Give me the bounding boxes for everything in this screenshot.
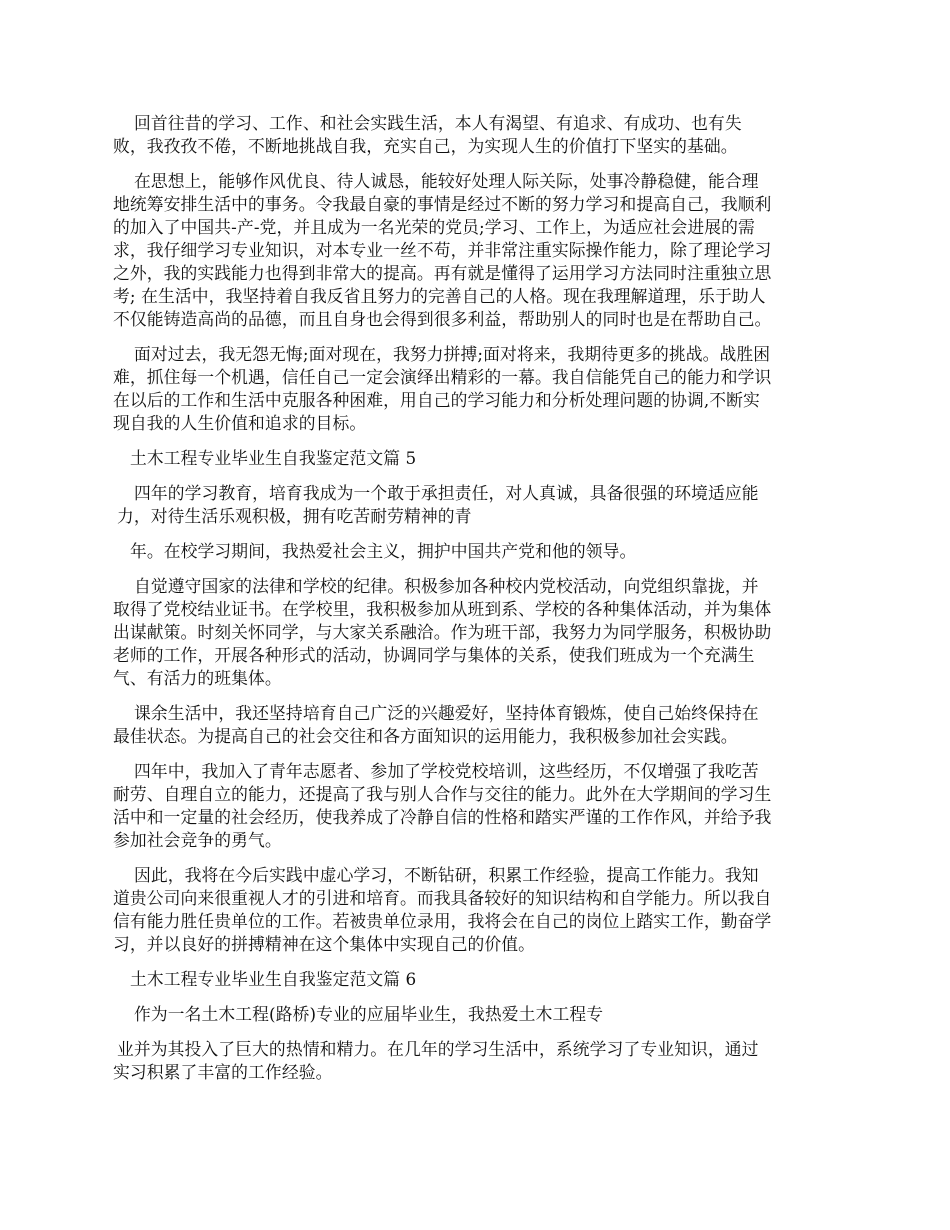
paragraph-2-line-6: 考; 在生活中，我坚持着自我反省且努力的完善自己的人格。现在我理解道理，乐于助人 — [113, 286, 766, 306]
paragraph-11-line-1: 业并为其投入了巨大的热情和精力。在几年的学习生活中，系统学习了专业知识，通过 — [117, 1039, 759, 1059]
paragraph-8-line-2: 耐劳、自理自立的能力，还提高了我与别人合作与交往的能力。此外在大学期间的学习生 — [113, 784, 772, 804]
paragraph-8-line-4: 参加社会竞争的勇气。 — [113, 830, 282, 850]
paragraph-2-line-1: 在思想上，能够作风优良、待人诚恳，能较好处理人际关际，处事冷静稳健，能合理 — [134, 171, 759, 191]
paragraph-4-line-1: 四年的学习教育，培育我成为一个敢于承担责任，对人真诚，具备很强的环境适应能 — [134, 483, 759, 503]
paragraph-9-line-2: 道贵公司向来很重视人才的引进和培育。而我具备较好的知识结构和自学能力。所以我自 — [113, 888, 772, 908]
paragraph-6-line-2: 取得了党校结业证书。在学校里，我积极参加从班到系、学校的各种集体活动，并为集体 — [113, 599, 772, 619]
paragraph-2-line-2: 地统筹安排生活中的事务。令我最自豪的事情是经过不断的努力学习和提高自己，我顺利 — [113, 194, 772, 214]
paragraph-11-line-2: 实习积累了丰富的工作经验。 — [113, 1062, 333, 1082]
paragraph-3-line-1: 面对过去，我无怨无悔;面对现在，我努力拼搏;面对将来，我期待更多的挑战。战胜困 — [134, 344, 771, 364]
paragraph-7-line-2: 最佳状态。为提高自己的社会交往和各方面知识的运用能力，我积极参加社会实践。 — [113, 726, 738, 746]
paragraph-4-line-2: 力，对待生活乐观积极，拥有吃苦耐劳精神的青 — [117, 506, 472, 526]
paragraph-6-line-5: 气、有活力的班集体。 — [113, 668, 282, 688]
paragraph-2-line-5: 之外，我的实践能力也得到非常大的提高。再有就是懂得了运用学习方法同时注重独立思 — [113, 263, 772, 283]
paragraph-8-line-1: 四年中，我加入了青年志愿者、参加了学校党校培训，这些经历，不仅增强了我吃苦 — [134, 761, 759, 781]
section-heading-5: 土木工程专业毕业生自我鉴定范文篇 5 — [130, 448, 417, 468]
paragraph-7-line-1: 课余生活中，我还坚持培育自己广泛的兴趣爱好，坚持体育锻炼，使自己始终保持在 — [134, 703, 759, 723]
paragraph-5-line-1: 年。在校学习期间，我热爱社会主义，拥护中国共产党和他的领导。 — [130, 541, 637, 561]
section-heading-6: 土木工程专业毕业生自我鉴定范文篇 6 — [130, 969, 417, 989]
paragraph-8-line-3: 活中和一定量的社会经历，使我养成了冷静自信的性格和踏实严谨的工作作风，并给予我 — [113, 807, 772, 827]
paragraph-3-line-4: 现自我的人生价值和追求的目标。 — [113, 413, 367, 433]
paragraph-9-line-3: 信有能力胜任贵单位的工作。若被贵单位录用，我将会在自己的岗位上踏实工作，勤奋学 — [113, 911, 772, 931]
paragraph-1-line-2: 败，我孜孜不倦，不断地挑战自我，充实自己，为实现人生的价值打下坚实的基础。 — [113, 136, 738, 156]
paragraph-3-line-2: 难，抓住每一个机遇，信任自己一定会演绎出精彩的一幕。我自信能凭自己的能力和学识 — [113, 367, 772, 387]
paragraph-1-line-1: 回首往昔的学习、工作、和社会实践生活，本人有渴望、有追求、有成功、也有失 — [134, 113, 742, 133]
paragraph-3-line-3: 在以后的工作和生活中克服各种困难，用自己的学习能力和分析处理问题的协调,不断实 — [113, 390, 760, 410]
paragraph-2-line-7: 不仅能铸造高尚的品德，而且自身也会得到很多利益，帮助别人的同时也是在帮助自己。 — [113, 309, 772, 329]
paragraph-6-line-3: 出谋献策。时刻关怀同学，与大家关系融洽。作为班干部，我努力为同学服务，积极协助 — [113, 622, 772, 642]
paragraph-9-line-1: 因此，我将在今后实践中虚心学习，不断钻研，积累工作经验，提高工作能力。我知 — [134, 865, 759, 885]
paragraph-6-line-1: 自觉遵守国家的法律和学校的纪律。积极参加各种校内党校活动，向党组织靠拢，并 — [134, 576, 759, 596]
paragraph-2-line-4: 求，我仔细学习专业知识，对本专业一丝不苟，并非常注重实际操作能力，除了理论学习 — [113, 240, 772, 260]
paragraph-10-line-1: 作为一名土木工程(路桥)专业的应届毕业生，我热爱土木工程专 — [134, 1004, 604, 1024]
paragraph-2-line-3: 的加入了中国共-产-党，并且成为一名光荣的党员;学习、工作上，为适应社会进展的需 — [113, 217, 755, 237]
paragraph-6-line-4: 老师的工作，开展各种形式的活动，协调同学与集体的关系，使我们班成为一个充满生 — [113, 645, 755, 665]
paragraph-9-line-4: 习，并以良好的拼搏精神在这个集体中实现自己的价值。 — [113, 934, 536, 954]
